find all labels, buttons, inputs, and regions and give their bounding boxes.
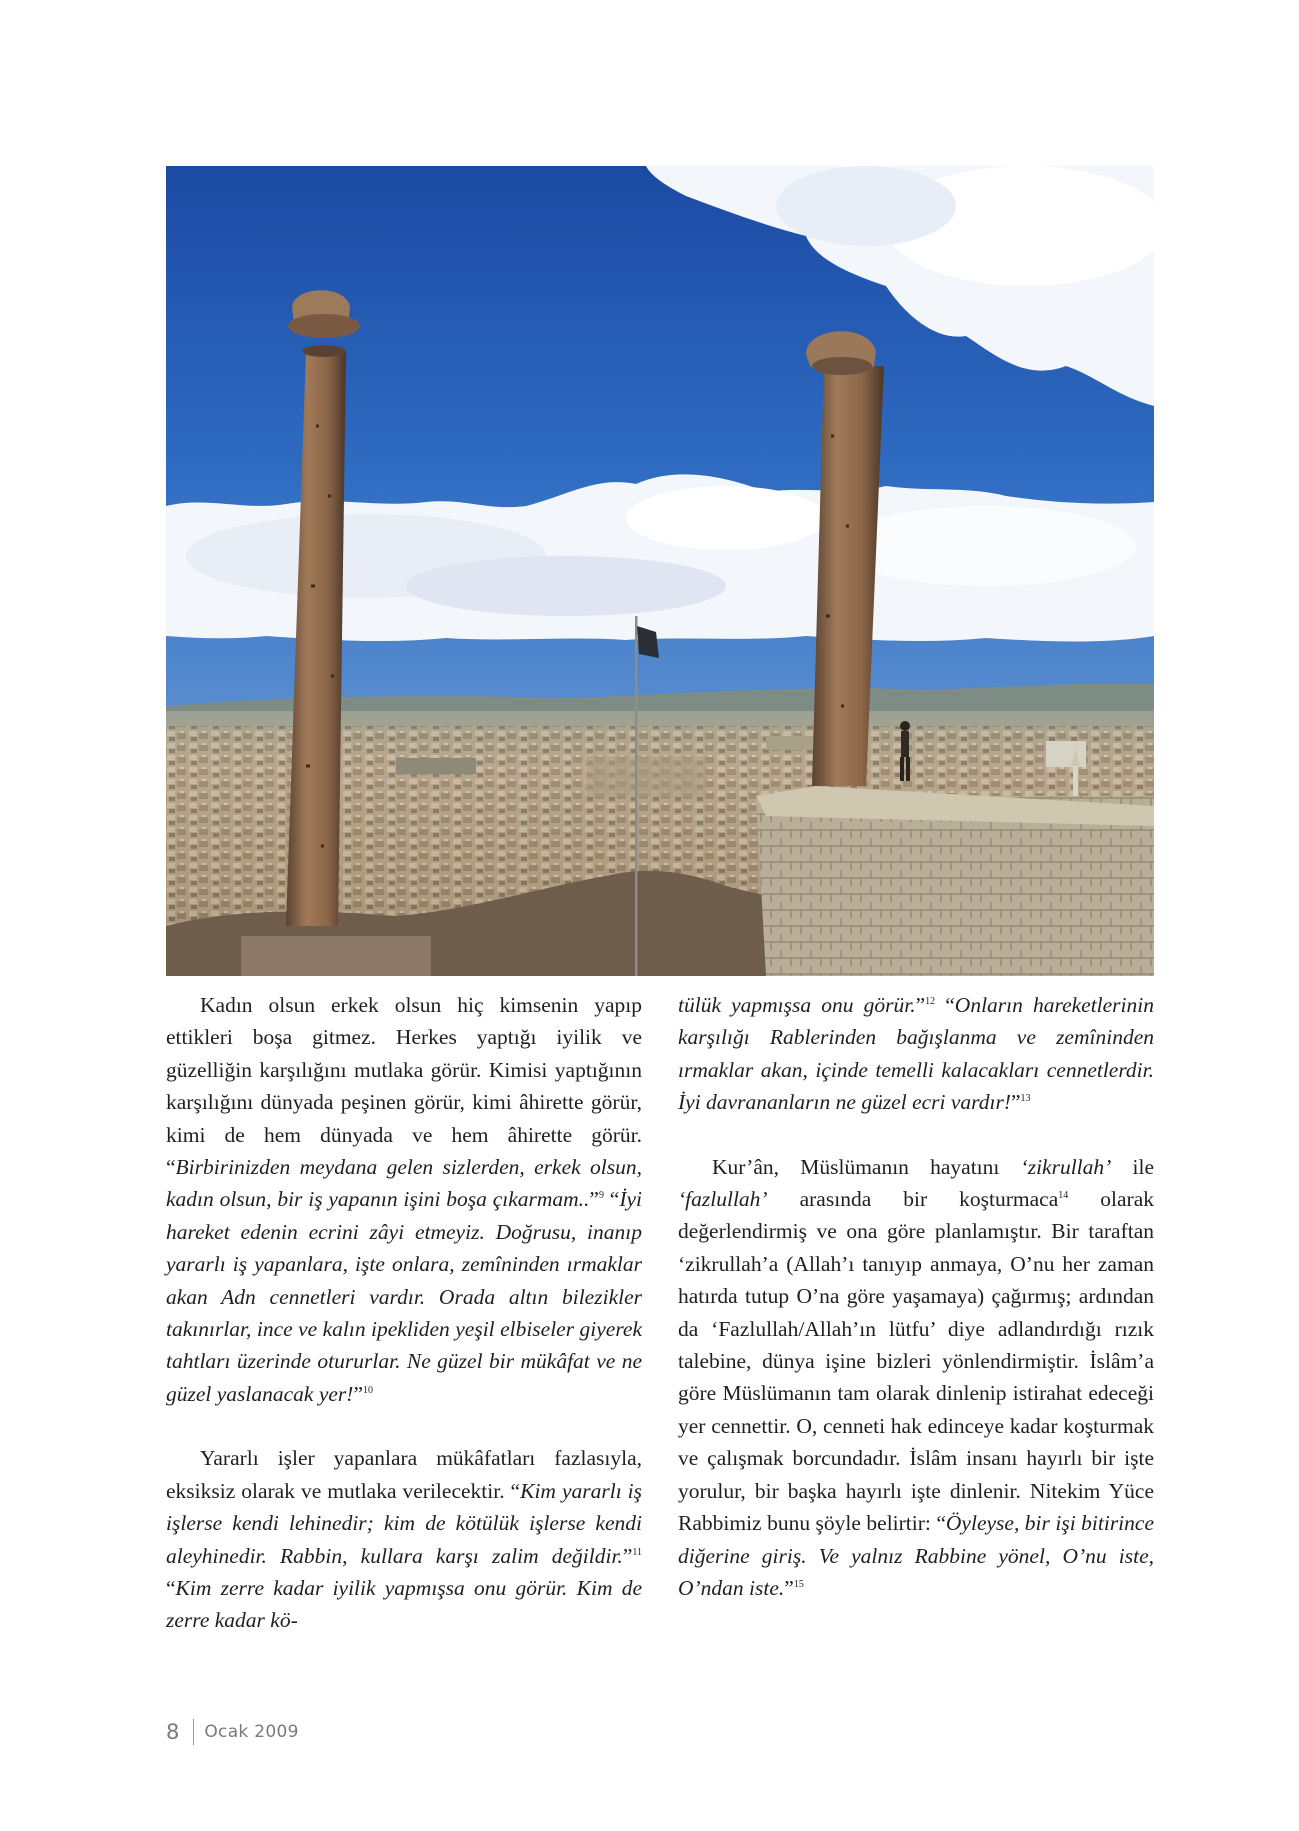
footnote-ref: 11 (632, 1546, 642, 1558)
text-run: Kur’ân, Müslümanın hayatını (712, 1154, 1021, 1179)
right-paragraph-1 (678, 989, 1154, 1119)
text-run: “ (166, 1575, 176, 1600)
text-run: “ (603, 1187, 620, 1212)
text-run: ” (589, 1187, 599, 1212)
text-run: “ (935, 993, 955, 1017)
left-paragraph-2 (166, 1442, 642, 1636)
footnote-ref: 14 (1058, 1190, 1069, 1202)
issue-date: Ocak 2009 (204, 1722, 299, 1742)
footnote-ref: 10 (363, 1384, 374, 1396)
text-run: Yararlı işler yapanlara mükâfatları fazlasıyla, eksiksiz olarak ve mutlaka verilecektir. “ (166, 1446, 642, 1503)
italic-text: İyi hareket edenin ecrini zâyi etmeyiz. Doğrusu, inanıp yararlı iş yapanlara, işte onlara, zemîninden ırmaklar akan Adn cennetleri vardır. Orada altın bilezikler takınırlar, ince ve kalın ipekliden yeşil elbiseler giyerek tahtları üzerinde otururlar. Ne güzel bir mükâfat ve ne güzel yaslanacak yer! (166, 1187, 642, 1406)
italic-text: Birbirinizden meydana gelen sizlerden, erkek olsun, kadın olsun, bir iş yapanın işini boşa çıkarmam.. (166, 1155, 642, 1212)
text-run: ” (915, 993, 926, 1017)
page-number: 8 (166, 1720, 180, 1744)
text-run: ” (784, 1575, 794, 1600)
italic-text: Kim yararlı iş işlerse kendi lehinedir; kim de kötülük işlerse kendi aleyhinedir. Rabbin, kullara karşı zalim değildir. (166, 1478, 642, 1568)
footnote-ref: 12 (925, 996, 936, 1007)
right-paragraph-2 (678, 1151, 1154, 1605)
text-run: Kadın olsun erkek olsun hiç kimsenin yapıp ettikleri boşa gitmez. Herkes yaptığı iyilik ve güzelliğin karşılığını mutlaka görür. Kimisi yaptığının karşılığını dünyada peşinen görür, kimi âhirette görür, kimi de hem dünyada ve hem âhirette görür. “ (166, 993, 642, 1180)
italic-text: ‘zikrullah’ (1020, 1154, 1112, 1179)
footer-separator (193, 1719, 194, 1745)
left-paragraph-1 (166, 989, 642, 1410)
italic-text: Onların hareketlerinin karşılığı Rablerinden bağışlanma ve zemîninden ırmaklar akan, içinde temelli kalacakları cennetlerdir. İyi davrananların ne güzel ecri vardır! (678, 993, 1155, 1115)
footnote-ref: 15 (793, 1578, 804, 1590)
footnote-ref: 13 (1020, 1093, 1031, 1105)
left-column (166, 989, 642, 1637)
italic-text: ‘fazlullah’ (678, 1187, 768, 1212)
text-run: olarak değerlendirmiş ve ona göre planlamıştır. Bir taraftan ‘zikrullah’a (Allah’ı tanıyıp anmaya, O’nu her zaman hatırda tutup O’na göre yaşamaya) çağırmış; ardından da ‘Fazlullah/Allah’ın lütfu’ diye adlandırdığı rızık talebine, dünya işine bizleri yönlendirmiştir. İslâm’a göre Müslümanın tam olarak dinlenip istirahat edeceği yer cennettir. O, cenneti hak edinceye kadar koşturmak ve çalışmak borcundadır. İslâm insanı hayırlı bir işte yorulur, bir başka hayırlı işte dinlenir. Nitekim Yüce Rabbimiz bunu şöyle belirtir: “ (678, 1187, 1154, 1536)
text-run: arasında bir koşturmaca (767, 1187, 1059, 1212)
page-footer (166, 1717, 299, 1747)
italic-text: Kim zerre kadar iyilik yapmışsa onu görür. Kim de zerre kadar kö- (166, 1575, 642, 1633)
text-run: ” (622, 1543, 633, 1568)
italic-text: tülük yapmışsa onu görür. (678, 993, 916, 1017)
text-run: ile (1111, 1154, 1154, 1179)
text-run: ” (1011, 1090, 1021, 1115)
photo (166, 166, 1154, 976)
text-run: ” (353, 1381, 364, 1406)
italic-text: Öyleyse, bir işi bitirince diğerine giriş. Ve yalnız Rabbine yönel, O’nu iste, O’ndan iste. (678, 1511, 1154, 1600)
right-column (678, 989, 1154, 1604)
footnote-ref: 9 (598, 1190, 604, 1202)
